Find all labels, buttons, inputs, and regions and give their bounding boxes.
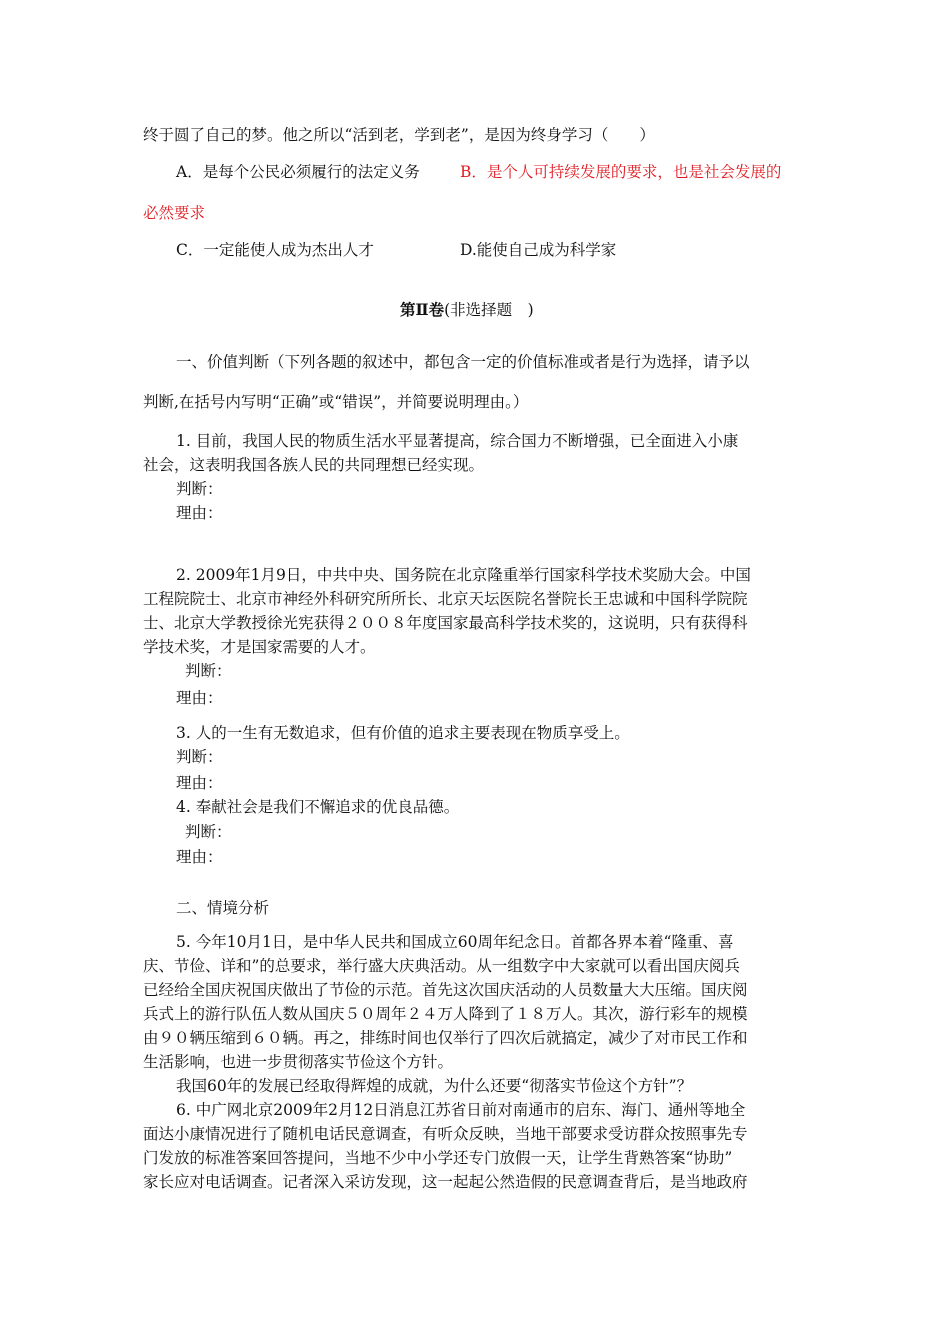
question-stem-tail: 终于圆了自己的梦。他之所以“活到老，学到老”，是因为终身学习（ ） bbox=[143, 126, 655, 144]
q3-reason-label: 理由： bbox=[176, 774, 223, 792]
option-b-answer: B．是个人可持续发展的要求，也是社会发展的 bbox=[460, 163, 782, 181]
option-d: D.能使自己成为科学家 bbox=[460, 241, 617, 259]
q2-reason-label: 理由： bbox=[176, 689, 223, 707]
q1-judge-label: 判断： bbox=[176, 480, 223, 498]
q6-text-line4: 家长应对电话调查。记者深入采访发现，这一起起公然造假的民意调查背后，是当地政府 bbox=[143, 1173, 748, 1191]
q3-judge-label: 判断： bbox=[176, 748, 223, 766]
q1-reason-label: 理由： bbox=[176, 504, 223, 522]
section-title bbox=[400, 300, 534, 320]
q4-judge-label: 判断： bbox=[185, 823, 232, 841]
part1-heading-continued: 判断,在括号内写明“正确”或“错误”，并简要说明理由。） bbox=[143, 393, 529, 411]
q5-text-line4: 兵式上的游行队伍人数从国庆５０周年２４万人降到了１８万人。其次，游行彩车的规模 bbox=[143, 1005, 748, 1023]
part1-heading: 一、价值判断（下列各题的叙述中，都包含一定的价值标准或者是行为选择，请予以 bbox=[176, 353, 750, 371]
part2-heading: 二、情境分析 bbox=[176, 899, 270, 917]
q5-question: 我国60年的发展已经取得辉煌的成就，为什么还要“彻落实节俭这个方针”？ bbox=[176, 1077, 693, 1095]
q5-text: 5. 今年10月1日，是中华人民共和国成立60周年纪念日。首都各界本着“隆重、喜 bbox=[176, 933, 734, 951]
q1-text-continued: 社会，这表明我国各族人民的共同理想已经实现。 bbox=[143, 456, 485, 474]
q5-text-line6: 生活影响，也进一步贯彻落实节俭这个方针。 bbox=[143, 1053, 454, 1071]
q1-text: 1. 目前，我国人民的物质生活水平显著提高，综合国力不断增强，已全面进入小康 bbox=[176, 432, 739, 450]
q2-text: 2. 2009年1月9日，中共中央、国务院在北京隆重举行国家科学技术奖励大会。中国 bbox=[176, 566, 751, 584]
q2-text-line4: 学技术奖，才是国家需要的人才。 bbox=[143, 638, 376, 656]
q3-text: 3. 人的一生有无数追求，但有价值的追求主要表现在物质享受上。 bbox=[176, 724, 630, 742]
q2-judge-label: 判断： bbox=[185, 662, 232, 680]
option-c: C．一定能使人成为杰出人才 bbox=[176, 241, 374, 259]
q5-text-line3: 已经给全国庆祝国庆做出了节俭的示范。首先这次国庆活动的人员数量大大压缩。国庆阅 bbox=[143, 981, 748, 999]
option-b-answer-continued: 必然要求 bbox=[143, 204, 206, 222]
q4-reason-label: 理由： bbox=[176, 848, 223, 866]
q2-text-line2: 工程院院士、北京市神经外科研究所所长、北京天坛医院名誉院长王忠诚和中国科学院院 bbox=[143, 590, 748, 608]
q4-text: 4. 奉献社会是我们不懈追求的优良品德。 bbox=[176, 798, 460, 816]
section-title-main: 第Ⅱ卷 bbox=[400, 300, 445, 319]
q6-text-line2: 面达小康情况进行了随机电话民意调查，有听众反映，当地干部要求受访群众按照事先专 bbox=[143, 1125, 748, 1143]
q5-text-line2: 庆、节俭、详和”的总要求，举行盛大庆典活动。从一组数字中大家就可以看出国庆阅兵 bbox=[143, 957, 740, 975]
q6-text-line3: 门发放的标准答案回答提问，当地不少中小学还专门放假一天，让学生背熟答案“协助” bbox=[143, 1149, 733, 1167]
q2-text-line3: 士、北京大学教授徐光宪获得２００８年度国家最高科学技术奖的，这说明，只有获得科 bbox=[143, 614, 748, 632]
q5-text-line5: 由９０辆压缩到６０辆。再之，排练时间也仅举行了四次后就搞定，减少了对市民工作和 bbox=[143, 1029, 748, 1047]
section-title-sub: (非选择题 ) bbox=[444, 301, 534, 319]
option-a: A．是每个公民必须履行的法定义务 bbox=[176, 163, 420, 181]
q6-text: 6. 中广网北京2009年2月12日消息江苏省日前对南通市的启东、海门、通州等地全 bbox=[176, 1101, 746, 1119]
